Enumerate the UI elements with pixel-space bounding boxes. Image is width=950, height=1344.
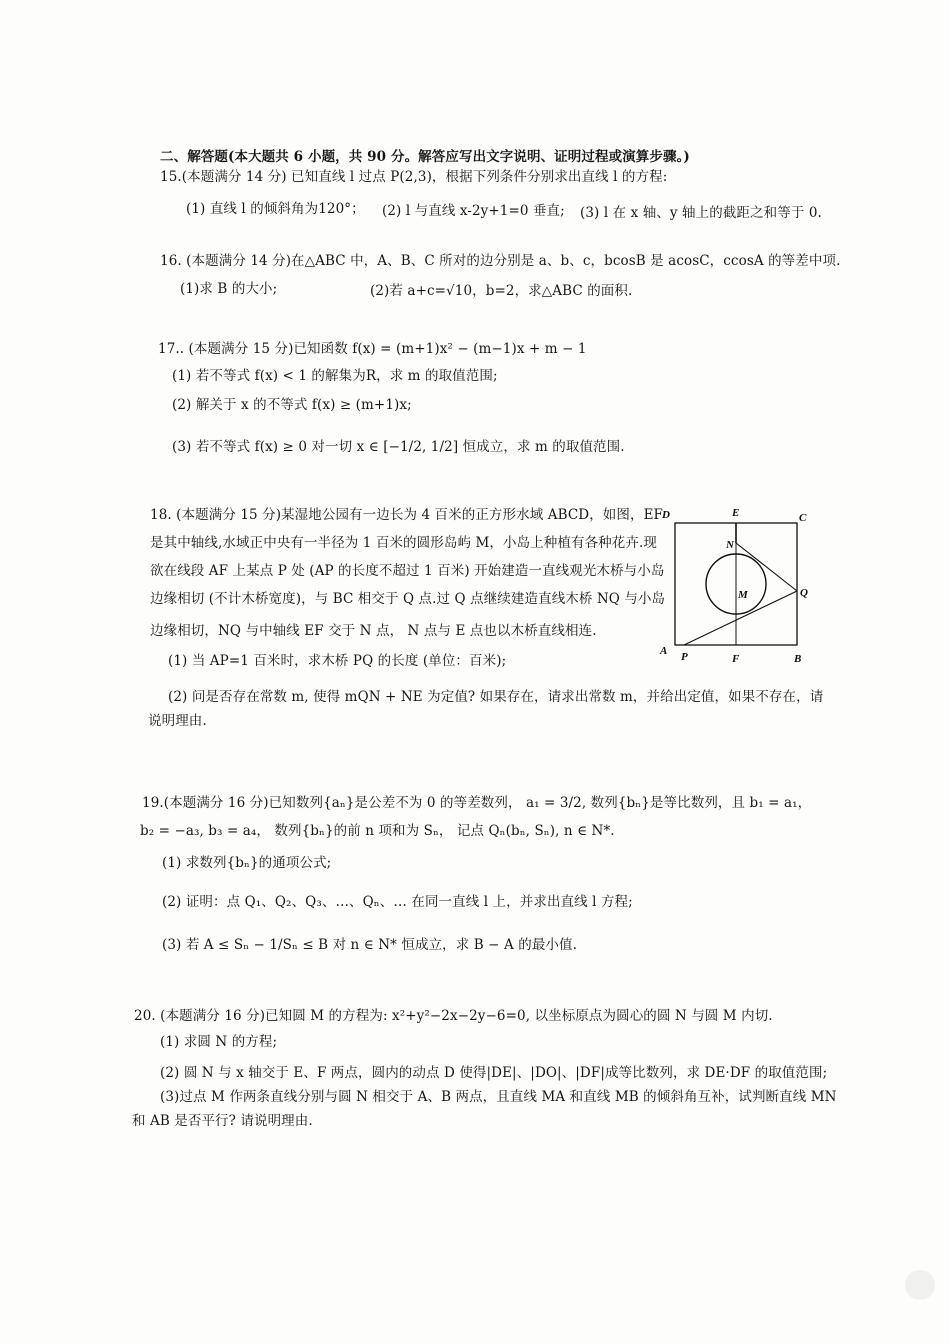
q18-part2b: 说明理由. [148, 713, 207, 729]
label-e: E [732, 507, 740, 519]
q18-line4: 边缘相切 (不计木桥宽度)，与 BC 相交于 Q 点.过 Q 点继续建造直线木桥 NQ 与小岛 [150, 591, 666, 607]
q17-stem: 17.. (本题满分 15 分)已知函数 f(x) = (m+1)x² − (m−1)x + m − 1 [158, 341, 587, 357]
q19-part1: (1) 求数列{bₙ}的通项公式; [162, 855, 332, 871]
q20-part3b: 和 AB 是否平行? 请说明理由. [132, 1113, 313, 1129]
q15-part2: (2) l 与直线 x-2y+1=0 垂直; [382, 203, 565, 219]
q16-stem: 16. (本题满分 14 分)在△ABC 中，A、B、C 所对的边分别是 a、b、c，bcosB 是 acosC，ccosA 的等差中项. [160, 253, 841, 269]
q20-stem: 20. (本题满分 16 分)已知圆 M 的方程为: x²+y²−2x−2y−6=0, 以坐标原点为圆心的圆 N 与圆 M 内切. [134, 1008, 773, 1024]
q19-part2: (2) 证明：点 Q₁、Q₂、Q₃、…、Qₙ、… 在同一直线 l 上，并求出直线 l 方程; [162, 894, 633, 910]
label-a: A [660, 645, 668, 657]
label-d: D [662, 509, 670, 521]
q18-line3: 欲在线段 AF 上某点 P 处 (AP 的长度不超过 1 百米) 开始建造一直线观光木桥与小岛 [150, 563, 665, 579]
label-q: Q [800, 587, 808, 599]
q19-line1: 19.(本题满分 16 分)已知数列{aₙ}是公差不为 0 的等差数列， a₁ = 3/2, 数列{bₙ}是等比数列，且 b₁ = a₁， [142, 795, 812, 811]
scan-smudge [905, 1270, 935, 1300]
q18-line2: 是其中轴线,水域正中央有一半径为 1 百米的圆形岛屿 M，小岛上种植有各种花卉.现 [150, 535, 657, 551]
label-n: N [726, 539, 734, 551]
q20-part2: (2) 圆 N 与 x 轴交于 E、F 两点，圆内的动点 D 使得|DE|、|DO|、|DF|成等比数列，求 DE·DF 的取值范围; [160, 1065, 828, 1081]
q18-part1: (1) 当 AP=1 百米时，求木桥 PQ 的长度 (单位：百米); [168, 653, 507, 669]
q18-line1: 18. (本题满分 15 分)某湿地公园有一边长为 4 百米的正方形水域 ABCD，如图，EF [150, 507, 664, 523]
label-b: B [794, 653, 802, 664]
label-c: C [799, 512, 807, 524]
q16-part2: (2)若 a+c=√10，b=2，求△ABC 的面积. [370, 283, 633, 299]
section-heading: 二、解答题(本大题共 6 小题，共 90 分。解答应写出文字说明、证明过程或演算步骤。) [160, 149, 690, 165]
q18-square-pond-figure [656, 504, 816, 664]
label-f: F [732, 653, 740, 664]
q20-part3a: (3)过点 M 作两条直线分别与圆 N 相交于 A、B 两点，且直线 MA 和直线 MB 的倾斜角互补，试判断直线 MN [160, 1089, 837, 1105]
label-m: M [738, 589, 748, 601]
q17-part2: (2) 解关于 x 的不等式 f(x) ≥ (m+1)x; [172, 397, 412, 413]
q15-part3: (3) l 在 x 轴、y 轴上的截距之和等于 0. [580, 205, 822, 221]
q19-line2: b₂ = −a₃, b₃ = a₄， 数列{bₙ}的前 n 项和为 Sₙ， 记点 Qₙ(bₙ, Sₙ), n ∈ N*. [140, 823, 615, 839]
q18-part2a: (2) 问是否存在常数 m, 使得 mQN + NE 为定值? 如果存在，请求出常数 m，并给出定值，如果不存在，请 [168, 689, 824, 705]
q15-stem: 15.(本题满分 14 分) 已知直线 l 过点 P(2,3)，根据下列条件分别求出直线 l 的方程: [160, 169, 668, 185]
q16-part1: (1)求 B 的大小; [180, 281, 278, 297]
q15-part1: (1) 直线 l 的倾斜角为120°； [186, 201, 365, 217]
q19-part3: (3) 若 A ≤ Sₙ − 1/Sₙ ≤ B 对 n ∈ N* 恒成立，求 B − A 的最小值. [162, 937, 578, 953]
q18-line5: 边缘相切，NQ 与中轴线 EF 交于 N 点， N 点与 E 点也以木桥直线相连. [150, 623, 597, 639]
q20-part1: (1) 求圆 N 的方程; [160, 1034, 278, 1050]
label-p: P [681, 651, 688, 663]
q17-part3: (3) 若不等式 f(x) ≥ 0 对一切 x ∈ [−1/2, 1/2] 恒成立，求 m 的取值范围. [172, 439, 625, 455]
q17-part1: (1) 若不等式 f(x) < 1 的解集为R，求 m 的取值范围; [172, 368, 498, 384]
